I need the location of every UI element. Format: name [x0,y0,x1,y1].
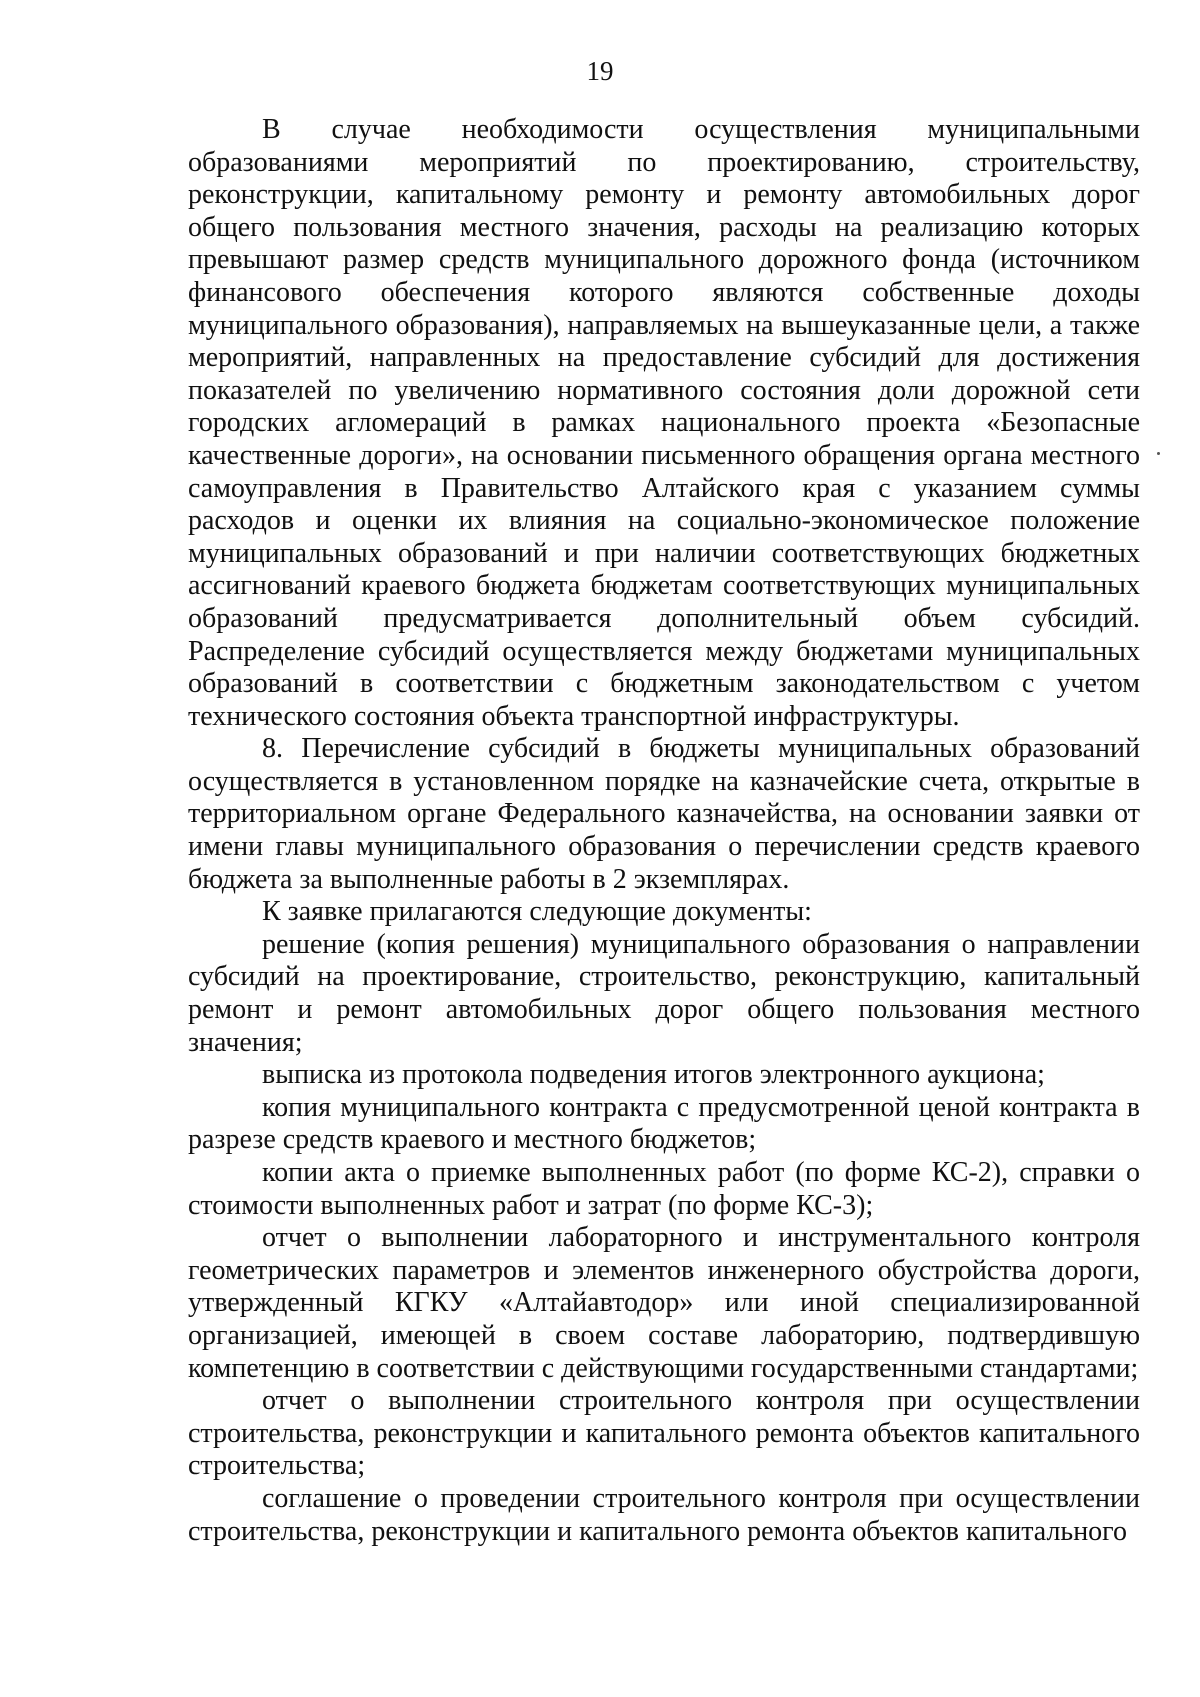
document-body [188,114,1140,1548]
list-item-construction-control-agreement: соглашение о проведении строительного контроля при осуществлении строительства, реконструкции и капитального ремонта объектов капитального [188,1482,1140,1547]
list-item-acceptance-acts: копии акта о приемке выполненных работ (по форме КС-2), справки о стоимости выполненных работ и затрат (по форме КС-3); [188,1157,1140,1221]
list-item-laboratory-control-report: отчет о выполнении лабораторного и инструментального контроля геометрических параметров и элементов инженерного обустройства дороги, утвержденный КГКУ «Алтайавтодор» или иной специализированной организацией, имеющей в своем составе лабораторию, подтвердившую компетенцию в соответствии с действующими государственными стандартами; [188,1222,1140,1384]
list-item-municipal-contract-copy: копия муниципального контракта с предусмотренной ценой контракта в разрезе средств краевого и местного бюджетов; [188,1091,1140,1156]
page-number: 19 [586,56,614,86]
list-item-municipal-decision: решение (копия решения) муниципального образования о направлении субсидий на проектирование, строительство, реконструкцию, капитальный ремонт и ремонт автомобильных дорог общего пользования местного значения; [188,928,1140,1058]
list-item-auction-protocol-extract: выписка из протокола подведения итогов электронного аукциона; [262,1059,1045,1091]
paragraph-attached-documents-intro: К заявке прилагаются следующие документы: [262,896,812,928]
paragraph-transfer-of-subsidies: 8. Перечисление субсидий в бюджеты муниципальных образований осуществляется в установленном порядке на казначейские счета, открытые в территориальном органе Федерального казначейства, на основании заявки от имени главы муниципального образования о перечислении средств краевого бюджета за выполненные работы в 2 экземплярах. [188,733,1140,895]
paragraph-additional-subsidy: В случае необходимости осуществления муниципальными образованиями мероприятий по проектированию, строительству, реконструкции, капитальному ремонту и ремонту автомобильных дорог общего пользования местного значения, расходы на реализацию которых превышают размер средств муниципального дорожного фонда (источником финансового обеспечения которого являются собственные доходы муниципального образования), направляемых на вышеуказанные цели, а также мероприятий, направленных на предоставление субсидий для достижения показателей по увеличению нормативного состояния доли дорожной сети городских агломераций в рамках национального проекта «Безопасные качественные дороги», на основании письменного обращения органа местного самоуправления в Правительство Алтайского края с указанием суммы расходов и оценки их влияния на социально-экономическое положение муниципальных образований и при наличии соответствующих бюджетных ассигнований краевого бюджета бюджетам соответствующих муниципальных образований предусматривается дополнительный объем субсидий. Распределение субсидий осуществляется между бюджетами муниципальных образований в соответствии с бюджетным законодательством с учетом технического состояния объекта транспортной инфраструктуры. [188,114,1140,732]
list-item-construction-control-report: отчет о выполнении строительного контроля при осуществлении строительства, реконструкции и капитального ремонта объектов капитального строительства; [188,1385,1140,1482]
scan-speck [1157,452,1160,455]
